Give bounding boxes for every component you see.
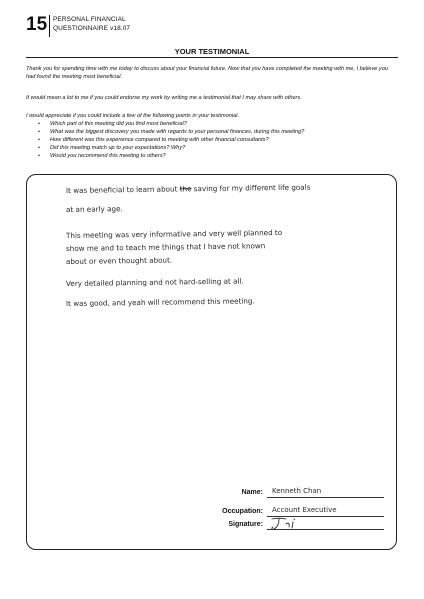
document-title-line-2: QUESTIONNAIRE v18.07	[53, 25, 131, 32]
prompt-text: Which part of this meeting did you find most beneficial?	[50, 121, 187, 127]
occupation-value: Account Executive	[272, 506, 337, 514]
prompt-item	[26, 152, 398, 160]
prompt-item	[26, 144, 398, 152]
bullet-icon: •	[38, 153, 40, 159]
prompt-list	[26, 120, 398, 160]
prompt-text: How different was this experience compared to meeting with other financial consultants?	[50, 137, 269, 143]
testimonial-text: It was beneficial to learn about	[65, 184, 178, 195]
name-label: Name:	[241, 489, 263, 496]
signature-label: Signature:	[228, 521, 263, 528]
bullet-icon: •	[38, 129, 40, 135]
prompt-item	[26, 128, 398, 136]
testimonial-line: show me and to teach me things that I have not known	[65, 241, 266, 253]
testimonial-line: It was good, and yeah will recommend this meeting.	[65, 296, 255, 308]
prompt-item	[26, 136, 398, 144]
name-value: Kenneth Chan	[272, 487, 322, 495]
occupation-label: Occupation:	[222, 508, 263, 515]
header-divider	[49, 15, 50, 37]
struck-out-word: the	[179, 184, 192, 194]
prompt-text: What was the biggest discovery you made with regards to your personal finances, during this meeting?	[50, 129, 305, 135]
bullet-icon: •	[38, 137, 40, 143]
intro-paragraph-1: Thank you for spending time with me today to discuss about your financial future. Now that you have completed the meeting with me, I believe you had found the meeting most beneficial.	[26, 66, 388, 80]
bullet-icon: •	[38, 121, 40, 127]
testimonial-line: This meeting was very informative and very well planned to	[65, 227, 283, 240]
document-title-line-1: PERSONAL FINANCIAL	[53, 16, 126, 23]
prompt-item	[26, 120, 398, 128]
prompt-text: Did this meeting match up to your expectations? Why?	[50, 145, 186, 151]
section-title: YOUR TESTIMONIAL	[174, 47, 250, 56]
testimonial-line: about or even thought about.	[65, 255, 173, 266]
page-number: 15	[26, 14, 48, 35]
testimonial-line: at an early age.	[65, 204, 123, 214]
bullet-icon: •	[38, 145, 40, 151]
name-field-line	[267, 497, 384, 498]
section-title-underline	[26, 57, 398, 58]
intro-paragraph-3: I would appreciate if you could include a few of the following points in your testimonial.	[26, 113, 239, 119]
prompt-text: Would you recommend this meeting to others?	[50, 153, 166, 159]
testimonial-text: saving for my different life goals	[193, 182, 311, 194]
document-title	[53, 15, 130, 33]
handwritten-signature	[266, 516, 306, 532]
intro-paragraph-2: It would mean a lot to me if you could endorse my work by writing me a testimonial that I may share with others.	[26, 95, 302, 101]
testimonial-line: Very detailed planning and not hard-selling at all.	[65, 276, 244, 288]
